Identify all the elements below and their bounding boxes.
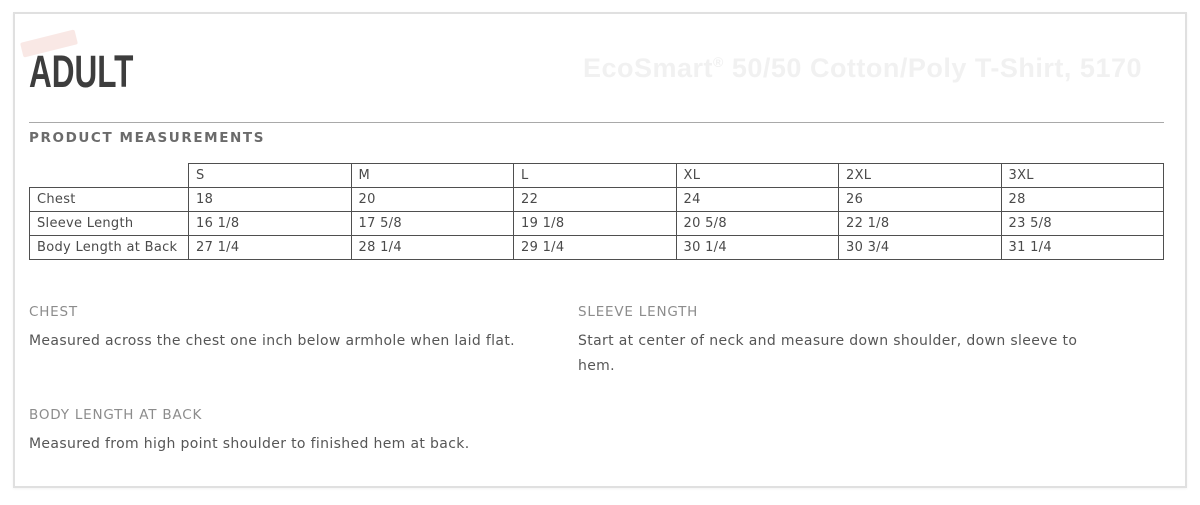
size-column-header-xl: XL xyxy=(676,164,839,188)
definition-sleeve-length xyxy=(578,304,1164,379)
measurements-table xyxy=(29,163,1164,260)
row-label: Sleeve Length xyxy=(30,212,189,236)
product-name: 50/50 Cotton/Poly T-Shirt, 5170 xyxy=(723,53,1142,83)
definition-description: Measured across the chest one inch below armhole when laid flat. xyxy=(29,333,515,349)
empty-grid-cell xyxy=(578,407,1164,457)
measurement-cell: 30 3/4 xyxy=(839,236,1002,260)
measurement-cell: 31 1/4 xyxy=(1001,236,1164,260)
product-title-watermark xyxy=(583,52,1142,84)
definition-chest xyxy=(29,304,578,379)
blank-header-cell xyxy=(30,164,189,188)
measurement-cell: 24 xyxy=(676,188,839,212)
size-column-header-s: S xyxy=(189,164,352,188)
row-label: Chest xyxy=(30,188,189,212)
definition-term: BODY LENGTH AT BACK xyxy=(29,407,203,423)
measurement-cell: 26 xyxy=(839,188,1002,212)
table-row-sleeve-length xyxy=(30,212,1164,236)
page-title: ADULT xyxy=(29,46,134,97)
measurement-cell: 17 5/8 xyxy=(351,212,514,236)
measurement-cell: 22 1/8 xyxy=(839,212,1002,236)
measurement-cell: 27 1/4 xyxy=(189,236,352,260)
measurement-cell: 19 1/8 xyxy=(514,212,677,236)
size-chart-panel xyxy=(13,12,1187,488)
row-label: Body Length at Back xyxy=(30,236,189,260)
registered-trademark-symbol: ® xyxy=(713,54,724,70)
definition-description: Measured from high point shoulder to finished hem at back. xyxy=(29,436,470,452)
product-brand: EcoSmart xyxy=(582,53,714,83)
table-header-row xyxy=(30,164,1164,188)
definition-description: Start at center of neck and measure down shoulder, down sleeve to hem. xyxy=(578,333,1078,374)
measurement-definitions xyxy=(29,304,1164,457)
measurement-cell: 28 xyxy=(1001,188,1164,212)
measurement-cell: 22 xyxy=(514,188,677,212)
size-column-header-3xl: 3XL xyxy=(1001,164,1164,188)
measurement-cell: 29 1/4 xyxy=(514,236,677,260)
table-row-body-length-at-back xyxy=(30,236,1164,260)
measurement-cell: 18 xyxy=(189,188,352,212)
definition-term: CHEST xyxy=(29,304,78,320)
measurement-cell: 30 1/4 xyxy=(676,236,839,260)
section-heading: PRODUCT MEASUREMENTS xyxy=(29,130,266,146)
size-column-header-2xl: 2XL xyxy=(839,164,1002,188)
header-row xyxy=(29,46,1164,97)
definition-term: SLEEVE LENGTH xyxy=(578,304,699,320)
panel-content xyxy=(29,46,1164,457)
measurement-cell: 20 5/8 xyxy=(676,212,839,236)
measurement-cell: 23 5/8 xyxy=(1001,212,1164,236)
size-column-header-m: M xyxy=(351,164,514,188)
measurement-cell: 28 1/4 xyxy=(351,236,514,260)
measurement-cell: 16 1/8 xyxy=(189,212,352,236)
definition-body-length-at-back xyxy=(29,407,578,457)
measurement-cell: 20 xyxy=(351,188,514,212)
size-column-header-l: L xyxy=(514,164,677,188)
table-row-chest xyxy=(30,188,1164,212)
horizontal-divider xyxy=(29,122,1164,123)
